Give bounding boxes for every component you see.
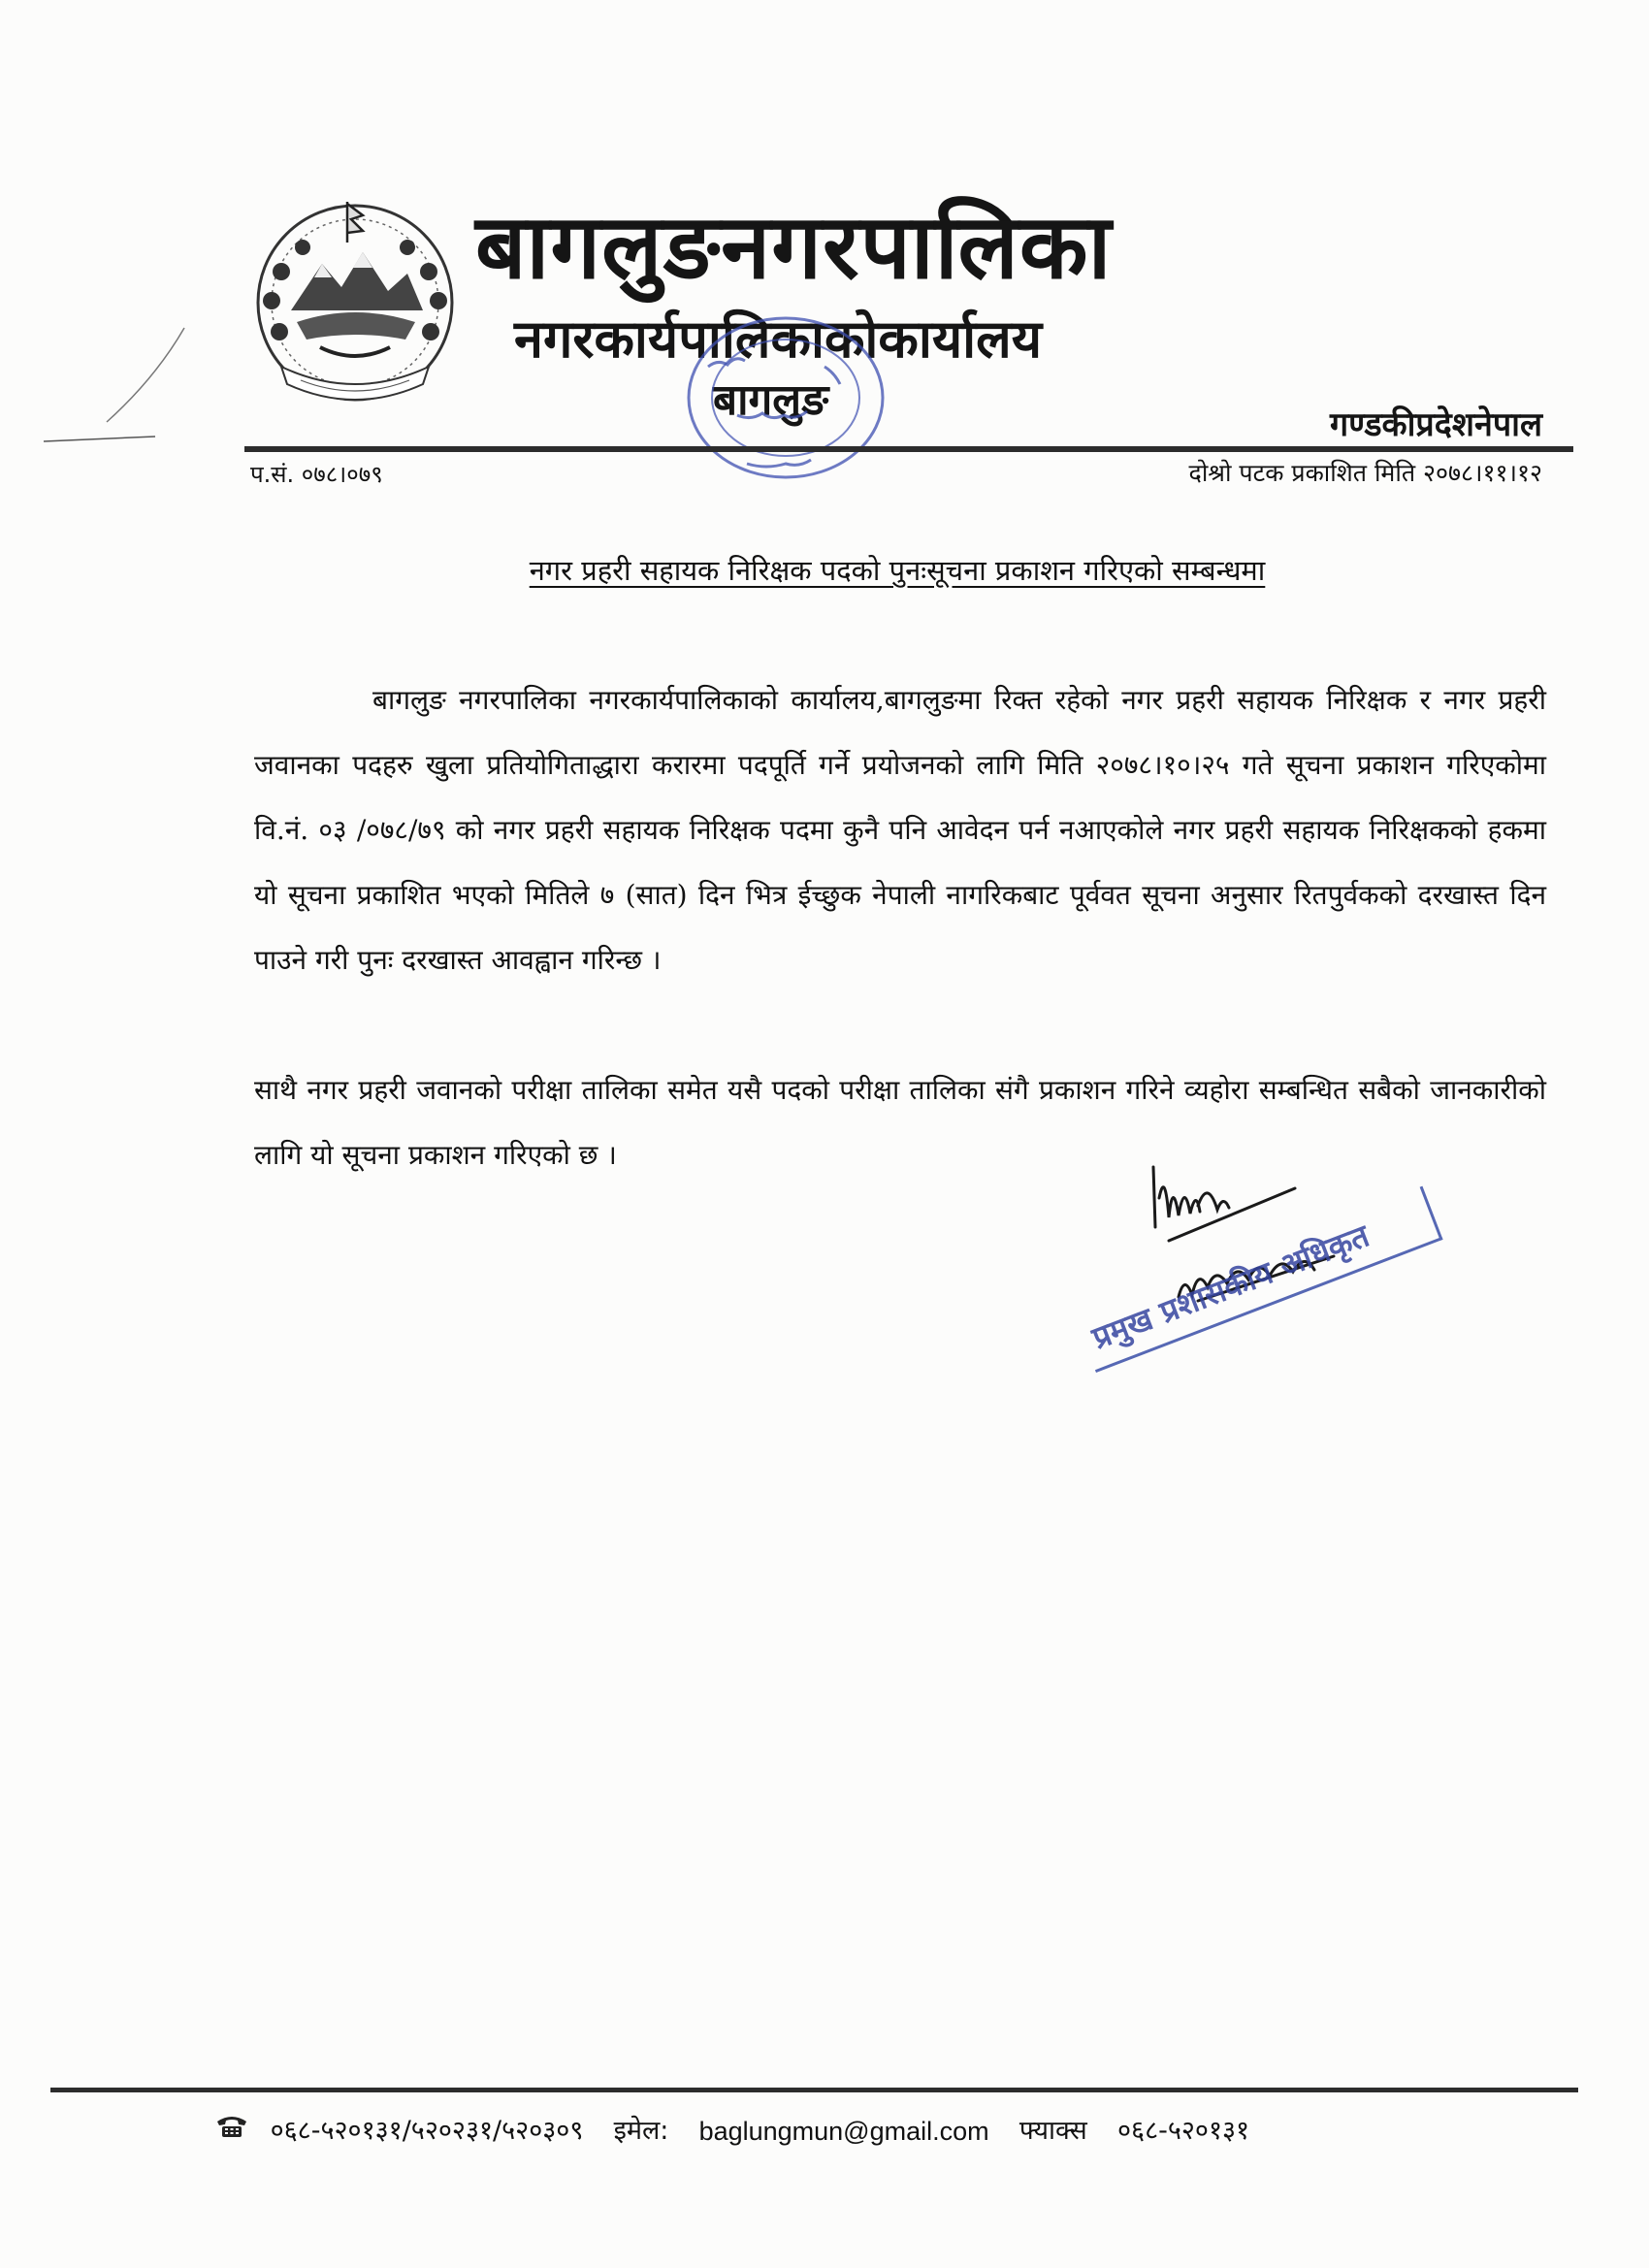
municipality-name: बागलुङनगरपालिका — [475, 195, 1113, 299]
notice-subject: नगर प्रहरी सहायक निरिक्षक पदको पुनःसूचना प्रकाशन गरिएको सम्बन्धमा — [529, 554, 1266, 587]
reference-number: प.सं. ०७८।०७९ — [250, 461, 383, 488]
office-name: नगरकार्यपालिकाकोकार्यालय — [514, 308, 1043, 370]
email-label: इमेल: — [613, 2115, 669, 2146]
office-place: बागलुङ — [713, 375, 829, 425]
body-paragraph-2: साथै नगर प्रहरी जवानको परीक्षा तालिका समेत यसै पदको परीक्षा तालिका संगै प्रकाशन गरिने व्यहोरा सम्बन्धित सबैको जानकारीको लागि यो सूचना प्रकाशन गरिएको छ । — [254, 1074, 1546, 1171]
province-name: गण्डकीप्रदेशनेपाल — [1330, 405, 1542, 444]
contact-footer — [215, 2113, 1476, 2149]
header-divider — [244, 446, 1573, 452]
email-link[interactable]: baglungmun@gmail.com — [698, 2116, 989, 2146]
fax-label: फ्याक्स — [1018, 2115, 1087, 2146]
published-date: दोश्रो पटक प्रकाशित मिति २०७८।११।१२ — [1188, 459, 1542, 487]
telephone-icon — [215, 2114, 262, 2149]
scan-mark-line — [39, 320, 233, 446]
nepal-national-emblem-icon — [242, 194, 468, 405]
footer-divider — [50, 2088, 1578, 2092]
body-paragraph-1: बागलुङ नगरपालिका नगरकार्यपालिकाको कार्यालय,बागलुङमा रिक्त रहेको नगर प्रहरी सहायक निरिक्षक र नगर प्रहरी जवानका पदहरु खुला प्रतियोगिताद्धारा करारमा पदपूर्ति गर्ने प्रयोजनको लागि मिति २०७८।१०।२५ गते सूचना प्रकाशन गरिएकोमा वि.नं. ०३ /०७८/७९ को नगर प्रहरी सहायक निरिक्षक पदमा कुनै पनि आवेदन पर्न नआएकोले नगर प्रहरी सहायक निरिक्षकको हकमा यो सूचना प्रकाशित भएको मितिले ७ (सात) दिन भित्र ईच्छुक नेपाली नागरिकबाट पूर्ववत सूचना अनुसार रितपुर्वकको दरखास्त दिन पाउने गरी पुनः दरखास्त आवह्वान गरिन्छ । — [254, 684, 1546, 976]
phone-numbers: ०६८-५२०१३१/५२०२३१/५२०३०९ — [270, 2115, 584, 2146]
fax-number: ०६८-५२०१३१ — [1116, 2115, 1250, 2146]
designation-stamp: प्रमुख प्रशासकीय अधिकृत — [1076, 1186, 1443, 1373]
